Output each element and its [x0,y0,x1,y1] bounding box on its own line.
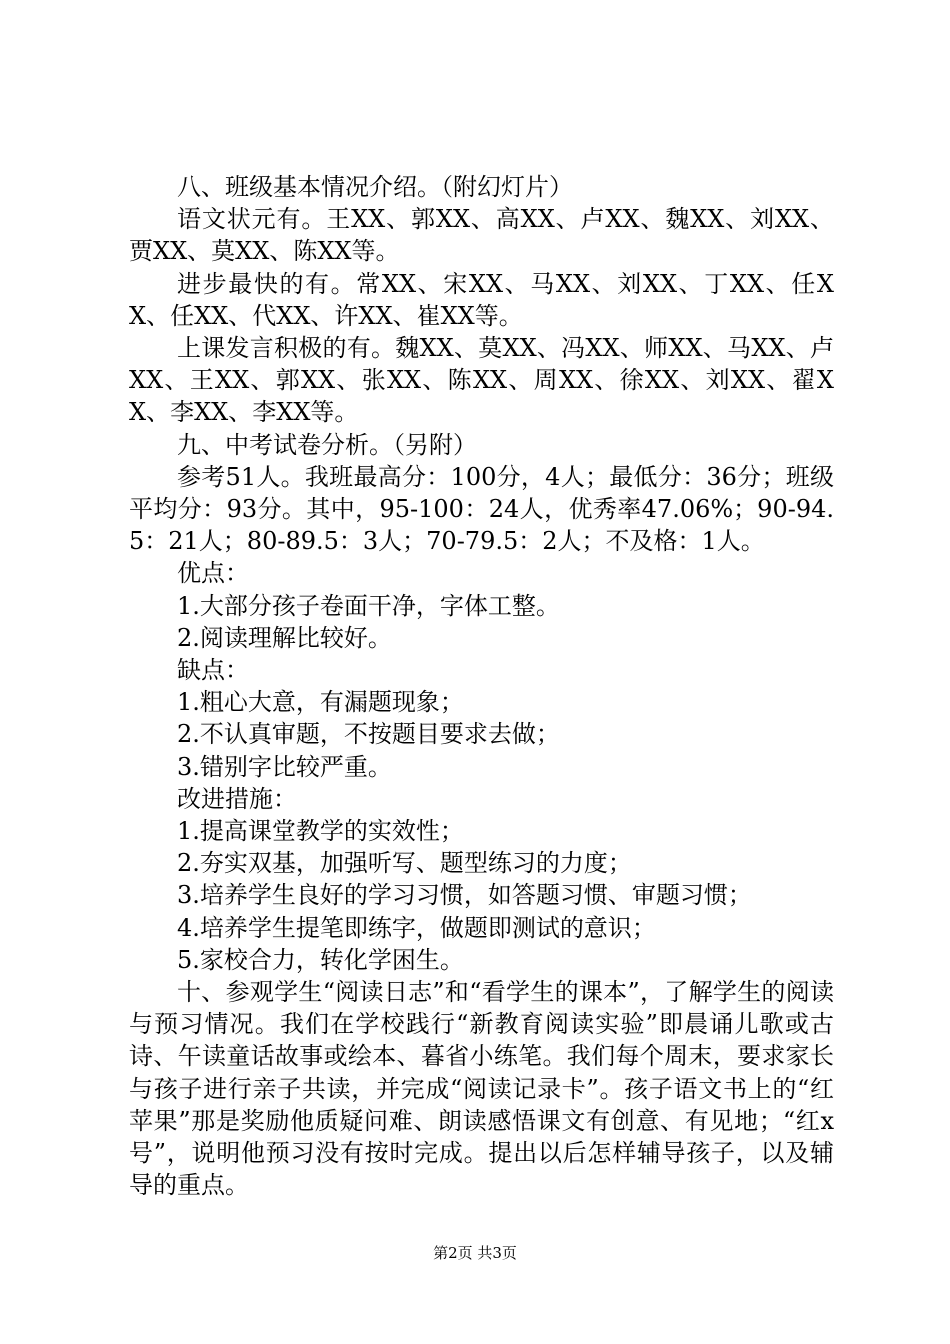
list-item-strength-1: 1.大部分孩子卷面干净，字体工整。 [177,591,560,620]
list-item-improvement-2: 2.夯实双基，加强听写、题型练习的力度； [177,849,632,878]
list-item-weakness-2: 2.不认真审题，不按题目要求去做； [177,720,560,749]
paragraph-most-improved: 进步最快的有。常XX、宋XX、马XX、刘XX、丁XX、任XX、任XX、代XX、许XX、崔XX等。 [129,269,834,330]
heading-class-intro: 八、班级基本情况介绍。（附幻灯片） [177,173,573,201]
list-item-weakness-1: 1.粗心大意，有漏题现象； [177,688,464,717]
paragraph-active-speakers: 上课发言积极的有。魏XX、莫XX、冯XX、师XX、马XX、卢XX、王XX、郭XX、张XX、陈XX、周XX、徐XX、刘XX、翟XX、李XX、李XX等。 [129,334,834,427]
page-number: 第2页 共3页 [433,1244,517,1262]
heading-weaknesses: 缺点： [177,656,249,685]
list-item-improvement-5: 5.家校合力，转化学困生。 [177,945,464,974]
heading-improvements: 改进措施： [177,784,297,813]
heading-exam-analysis: 九、中考试卷分析。（另附） [177,430,477,459]
list-item-improvement-4: 4.培养学生提笔即练字，做题即测试的意识； [177,913,656,942]
paragraph-top-students: 语文状元有。王XX、郭XX、高XX、卢XX、魏XX、刘XX、贾XX、莫XX、陈XX等。 [129,205,834,266]
document-body [129,171,834,1202]
list-item-weakness-3: 3.错别字比较严重。 [177,752,392,781]
list-item-strength-2: 2.阅读理解比较好。 [177,623,392,652]
paragraph-exam-stats: 参考51人。我班最高分：100分，4人；最低分：36分；班级平均分：93分。其中，95-100：24人，优秀率47.06%；90-94.5：21人；80-89.5：3人；70-79.5：2人；不及格：1人。 [129,462,834,556]
paragraph-reading-logs: 十、参观学生“阅读日志”和“看学生的课本”，了解学生的阅读与预习情况。我们在学校践行“新教育阅读实验”即晨诵儿歌或古诗、午读童话故事或绘本、暮省小练笔。我们每个周末，要求家长与孩子进行亲子共读，并完成“阅读记录卡”。孩子语文书上的“红苹果”那是奖励他质疑问难、朗读感悟课文有创意、有见地；“红x号”，说明他预习没有按时完成。提出以后怎样辅导孩子，以及辅导的重点。 [129,978,834,1200]
list-item-improvement-1: 1.提高课堂教学的实效性； [177,817,464,846]
list-item-improvement-3: 3.培养学生良好的学习习惯，如答题习惯、审题习惯； [177,881,752,910]
heading-strengths: 优点： [177,559,249,588]
